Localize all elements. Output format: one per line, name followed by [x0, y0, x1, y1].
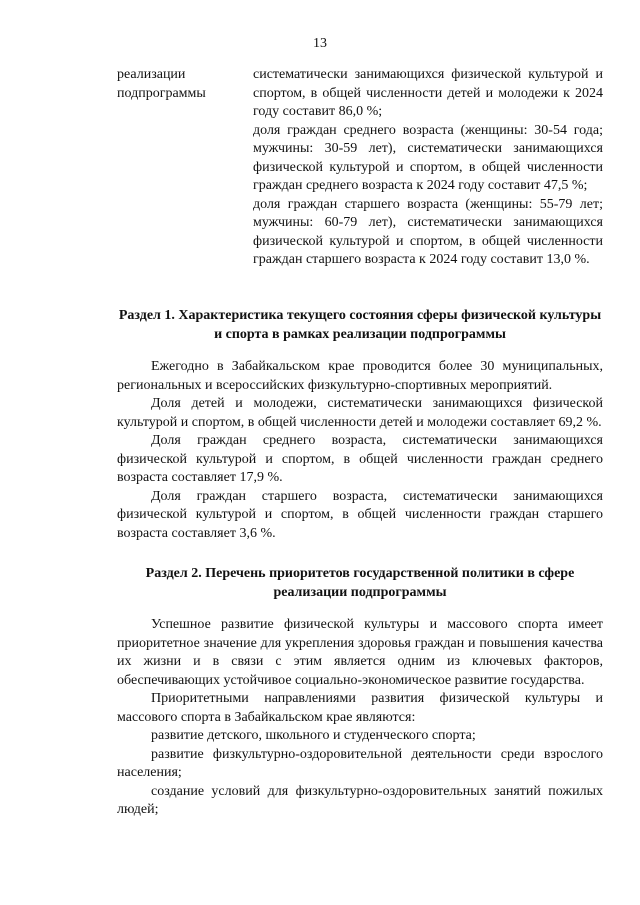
section2-paragraph: создание условий для физкультурно-оздоровительных занятий пожилых людей;	[117, 783, 603, 817]
section2-paragraph: развитие физкультурно-оздоровительной деятельности среди взрослого населения;	[117, 746, 603, 780]
section2-heading: Раздел 2. Перечень приоритетов государственной политики в сфере реализации подпрограммы	[145, 566, 575, 600]
table-left-cell	[117, 66, 237, 103]
section2-body	[117, 616, 603, 820]
table-right-cell	[253, 66, 603, 270]
section1-body	[117, 358, 603, 543]
section2-paragraph: Успешное развитие физической культуры и массового спорта имеет приоритетное значение для укрепления здоровья граждан и повышения качества их жизни и в связи с этим является одним из ключевых факторов, обеспечивающих устойчивое социально-экономическое развитие государства.	[117, 617, 603, 688]
section2-paragraph: Приоритетными направлениями развития физической культуры и массового спорта в Забайкальском крае являются:	[117, 691, 603, 725]
section2-paragraph: развитие детского, школьного и студенческого спорта;	[151, 728, 476, 743]
section1-paragraph: Доля граждан среднего возраста, систематически занимающихся физической культурой и спортом, в общей численности граждан среднего возраста составляет 17,9 %.	[117, 433, 603, 485]
table-paragraph: систематически занимающихся физической культурой и спортом, в общей численности детей и молодежи к 2024 году составит 86,0 %;	[253, 67, 603, 119]
table-paragraph: доля граждан среднего возраста (женщины: 30-54 года; мужчины: 30-59 лет), систематически занимающихся физической культурой и спортом, в общей численности граждан среднего возраста к 2024 году составит 47,5 %;	[253, 122, 603, 193]
page-number: 13	[313, 36, 327, 51]
section1-paragraph: Доля детей и молодежи, систематически занимающихся физической культурой и спортом, в общей численности детей и молодежи составляет 69,2 %.	[117, 396, 603, 430]
table-paragraph: доля граждан старшего возраста (женщины: 55-79 лет; мужчины: 60-79 лет), систематически занимающихся физической культурой и спортом, в общей численности граждан старшего возраста к 2024 году составит 13,0 %.	[253, 196, 603, 267]
section1-paragraph: Доля граждан старшего возраста, систематически занимающихся физической культурой и спортом, в общей численности граждан старшего возраста составляет 3,6 %.	[117, 488, 603, 541]
table-left-line: подпрограммы	[117, 85, 206, 101]
section1-paragraph: Ежегодно в Забайкальском крае проводится более 30 муниципальных, региональных и всероссийских физкультурно-спортивных мероприятий.	[117, 359, 603, 393]
table-left-line: реализации	[117, 67, 186, 82]
section1-heading: Раздел 1. Характеристика текущего состояния сферы физической культуры и спорта в рамках реализации подпрограммы	[118, 308, 602, 342]
